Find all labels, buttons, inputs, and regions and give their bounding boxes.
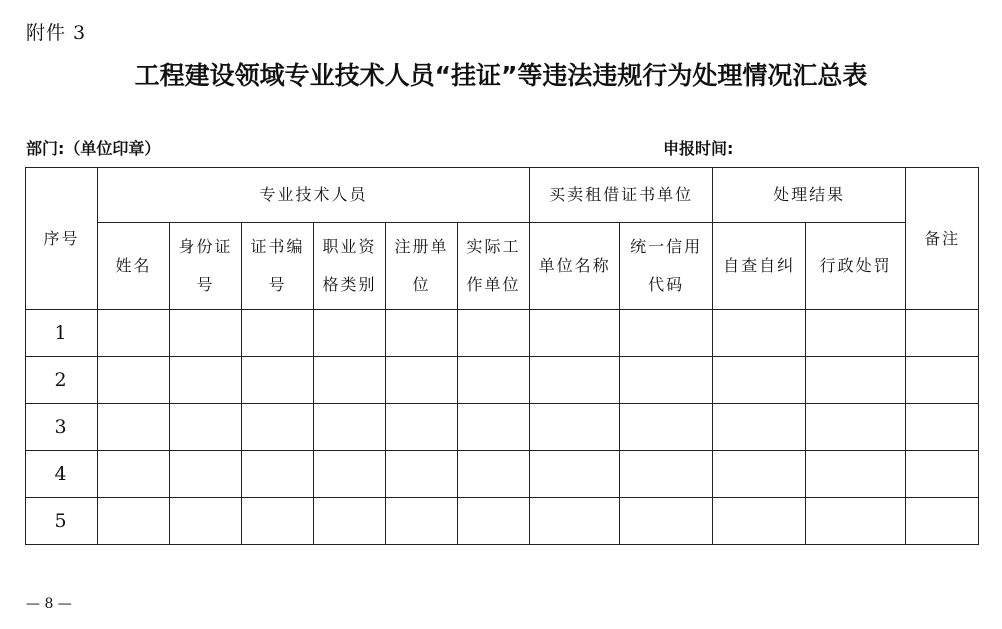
table-cell[interactable]: [242, 310, 314, 357]
table-cell[interactable]: [458, 310, 530, 357]
header-qualification-text: 职业资格类别: [322, 237, 377, 294]
table-cell[interactable]: [806, 357, 906, 404]
table-cell[interactable]: [530, 498, 620, 545]
row-index: 5: [26, 498, 98, 545]
header-self-correction: 自查自纠: [713, 223, 806, 310]
row-index: 3: [26, 404, 98, 451]
table-cell[interactable]: [713, 357, 806, 404]
header-row-group: [26, 168, 979, 223]
table-cell[interactable]: [170, 310, 242, 357]
header-result-group: 处理结果: [713, 168, 906, 223]
table-cell[interactable]: [386, 310, 458, 357]
header-remarks: 备注: [906, 168, 979, 310]
header-reg-unit: [386, 223, 458, 310]
table-cell[interactable]: [620, 404, 713, 451]
table-cell[interactable]: [314, 310, 386, 357]
summary-table: [25, 167, 979, 545]
table-row: [26, 310, 979, 357]
table-cell[interactable]: [98, 357, 170, 404]
header-credit-code: [620, 223, 713, 310]
table-cell[interactable]: [98, 498, 170, 545]
table-cell[interactable]: [170, 498, 242, 545]
table-cell[interactable]: [386, 357, 458, 404]
table-cell[interactable]: [458, 357, 530, 404]
header-actual-unit: [458, 223, 530, 310]
table-cell[interactable]: [386, 404, 458, 451]
table-cell[interactable]: [530, 357, 620, 404]
header-credit-code-text: 统一信用代码: [630, 237, 703, 294]
header-personnel-group: 专业技术人员: [98, 168, 530, 223]
table-cell[interactable]: [906, 404, 979, 451]
table-cell[interactable]: [620, 498, 713, 545]
header-id-number-text: 身份证号: [178, 237, 233, 294]
table-cell[interactable]: [620, 310, 713, 357]
document-title: 工程建设领域专业技术人员“挂证”等违法违规行为处理情况汇总表: [134, 61, 868, 90]
table-row: [26, 357, 979, 404]
table-cell[interactable]: [906, 310, 979, 357]
table-cell[interactable]: [530, 451, 620, 498]
table-cell[interactable]: [242, 404, 314, 451]
table-cell[interactable]: [314, 357, 386, 404]
table-cell[interactable]: [386, 451, 458, 498]
table-cell[interactable]: [806, 498, 906, 545]
table-cell[interactable]: [98, 404, 170, 451]
page-number: — 8 —: [26, 596, 72, 612]
table-cell[interactable]: [713, 404, 806, 451]
table-cell[interactable]: [530, 404, 620, 451]
table-cell[interactable]: [906, 357, 979, 404]
table-cell[interactable]: [906, 498, 979, 545]
table-cell[interactable]: [242, 498, 314, 545]
department-label: 部门:（单位印章）: [26, 139, 161, 158]
table-cell[interactable]: [713, 498, 806, 545]
table-cell[interactable]: [458, 498, 530, 545]
table-cell[interactable]: [170, 451, 242, 498]
header-row-columns: [26, 223, 979, 310]
report-time-label: 申报时间:: [663, 139, 734, 158]
table-cell[interactable]: [713, 310, 806, 357]
table-cell[interactable]: [806, 451, 906, 498]
table-cell[interactable]: [806, 310, 906, 357]
header-admin-penalty: 行政处罚: [806, 223, 906, 310]
table-row: [26, 451, 979, 498]
table-cell[interactable]: [170, 357, 242, 404]
row-index: 2: [26, 357, 98, 404]
table-row: [26, 498, 979, 545]
header-name-text: 姓名: [115, 256, 152, 275]
header-name: [98, 223, 170, 310]
table-cell[interactable]: [98, 451, 170, 498]
table-cell[interactable]: [242, 357, 314, 404]
table-cell[interactable]: [386, 498, 458, 545]
row-index: 4: [26, 451, 98, 498]
header-reg-unit-text: 注册单位: [394, 237, 449, 294]
header-index: 序号: [26, 168, 98, 310]
table-cell[interactable]: [242, 451, 314, 498]
table-cell[interactable]: [906, 451, 979, 498]
header-qualification: [314, 223, 386, 310]
attachment-label: 附件 3: [26, 22, 87, 44]
row-index: 1: [26, 310, 98, 357]
header-unit-group: 买卖租借证书单位: [530, 168, 713, 223]
table-cell[interactable]: [170, 404, 242, 451]
table-cell[interactable]: [314, 498, 386, 545]
header-unit-name: 单位名称: [530, 223, 620, 310]
table-cell[interactable]: [620, 451, 713, 498]
table-row: [26, 404, 979, 451]
table-cell[interactable]: [620, 357, 713, 404]
table-cell[interactable]: [314, 451, 386, 498]
header-actual-unit-text: 实际工作单位: [466, 237, 521, 294]
header-id-number: [170, 223, 242, 310]
table-cell[interactable]: [806, 404, 906, 451]
table-cell[interactable]: [458, 451, 530, 498]
table-cell[interactable]: [530, 310, 620, 357]
header-cert-number: [242, 223, 314, 310]
table-cell[interactable]: [98, 310, 170, 357]
table-cell[interactable]: [314, 404, 386, 451]
header-cert-number-text: 证书编号: [250, 237, 305, 294]
table-cell[interactable]: [713, 451, 806, 498]
table-cell[interactable]: [458, 404, 530, 451]
